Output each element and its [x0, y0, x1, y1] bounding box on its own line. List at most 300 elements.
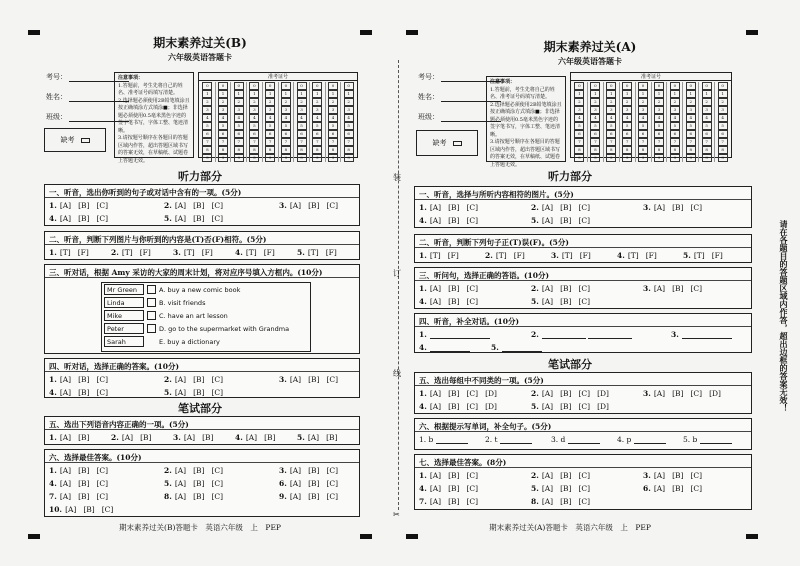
- id-digit-bubble[interactable]: 3: [590, 106, 600, 114]
- bubble-b[interactable]: [B]: [672, 284, 684, 293]
- bubble-a[interactable]: [A]: [429, 484, 442, 493]
- bubble-c[interactable]: [C]: [211, 388, 224, 397]
- id-digit-bubble[interactable]: 5: [218, 122, 228, 130]
- id-digit-bubble[interactable]: 8: [718, 146, 728, 154]
- bubble-t[interactable]: [T]: [495, 251, 507, 260]
- id-digit-bubble[interactable]: 5: [312, 122, 322, 130]
- id-digit-bubble[interactable]: 2: [281, 98, 291, 106]
- id-digit-bubble[interactable]: 6: [590, 130, 600, 138]
- id-digit-bubble[interactable]: 1: [574, 90, 584, 98]
- id-digit-bubble[interactable]: 9: [202, 154, 212, 162]
- id-digit-bubble[interactable]: 6: [638, 130, 648, 138]
- blank-line[interactable]: [430, 344, 470, 352]
- bubble-b[interactable]: [B]: [193, 479, 205, 488]
- bubble-a[interactable]: [A]: [174, 214, 187, 223]
- id-digit-bubble[interactable]: 3: [670, 106, 680, 114]
- id-digit-bubble[interactable]: 3: [312, 106, 322, 114]
- bubble-c[interactable]: [C]: [578, 389, 591, 398]
- id-digit-bubble[interactable]: 5: [234, 122, 244, 130]
- id-digit-bubble[interactable]: 4: [702, 114, 712, 122]
- bubble-b[interactable]: [B]: [560, 389, 572, 398]
- blank-line[interactable]: [700, 436, 732, 444]
- bubble-c[interactable]: [C]: [101, 505, 114, 514]
- id-digit-bubble[interactable]: 8: [234, 146, 244, 154]
- id-digit-bubble[interactable]: 2: [702, 98, 712, 106]
- id-digit-bubble[interactable]: 6: [328, 130, 338, 138]
- bubble-a[interactable]: [A]: [653, 203, 666, 212]
- bubble-c[interactable]: [C]: [578, 203, 591, 212]
- id-digit-bubble[interactable]: 8: [622, 146, 632, 154]
- bubble-b[interactable]: [B]: [193, 201, 205, 210]
- bubble-c[interactable]: [C]: [466, 484, 479, 493]
- bubble-b[interactable]: [B]: [193, 492, 205, 501]
- id-digit-bubble[interactable]: 4: [265, 114, 275, 122]
- id-digit-bubble[interactable]: 1: [702, 90, 712, 98]
- bubble-a[interactable]: [A]: [174, 201, 187, 210]
- id-digit-bubble[interactable]: 1: [312, 90, 322, 98]
- bubble-f[interactable]: [F]: [645, 251, 657, 260]
- bubble-b[interactable]: [B]: [78, 433, 90, 442]
- id-digit-bubble[interactable]: 0: [234, 82, 244, 90]
- id-digit-bubble[interactable]: 5: [574, 122, 584, 130]
- id-digit-bubble[interactable]: 1: [606, 90, 616, 98]
- blank-line[interactable]: [634, 436, 666, 444]
- bubble-c[interactable]: [C]: [578, 284, 591, 293]
- bubble-b[interactable]: [B]: [672, 203, 684, 212]
- id-digit-bubble[interactable]: 5: [344, 122, 354, 130]
- id-digit-bubble[interactable]: 4: [670, 114, 680, 122]
- id-digit-bubble[interactable]: 4: [718, 114, 728, 122]
- id-digit-bubble[interactable]: 5: [686, 122, 696, 130]
- id-digit-bubble[interactable]: 3: [249, 106, 259, 114]
- bubble-a[interactable]: [A]: [59, 479, 72, 488]
- id-digit-bubble[interactable]: 7: [670, 138, 680, 146]
- id-digit-bubble[interactable]: 7: [686, 138, 696, 146]
- bubble-a[interactable]: [A]: [429, 402, 442, 411]
- id-digit-bubble[interactable]: 8: [281, 146, 291, 154]
- bubble-b[interactable]: [B]: [448, 284, 460, 293]
- id-digit-bubble[interactable]: 7: [344, 138, 354, 146]
- bubble-t[interactable]: [T]: [59, 248, 71, 257]
- id-digit-bubble[interactable]: 4: [249, 114, 259, 122]
- id-digit-bubble[interactable]: 3: [202, 106, 212, 114]
- id-digit-bubble[interactable]: 8: [328, 146, 338, 154]
- bubble-c[interactable]: [C]: [466, 389, 479, 398]
- bubble-a[interactable]: [A]: [59, 375, 72, 384]
- bubble-b[interactable]: [B]: [78, 375, 90, 384]
- id-digit-bubble[interactable]: 4: [590, 114, 600, 122]
- id-digit-bubble[interactable]: 5: [718, 122, 728, 130]
- id-digit-bubble[interactable]: 0: [590, 82, 600, 90]
- bubble-b[interactable]: [B]: [193, 388, 205, 397]
- id-digit-bubble[interactable]: 1: [638, 90, 648, 98]
- bubble-b[interactable]: [B]: [264, 433, 276, 442]
- id-digit-bubble[interactable]: 0: [670, 82, 680, 90]
- id-digit-bubble[interactable]: 9: [297, 154, 307, 162]
- bubble-t[interactable]: [T]: [307, 248, 319, 257]
- blank-line[interactable]: [502, 344, 542, 352]
- id-digit-bubble[interactable]: 0: [606, 82, 616, 90]
- id-digit-bubble[interactable]: 4: [312, 114, 322, 122]
- bubble-b[interactable]: [B]: [308, 492, 320, 501]
- bubble-b[interactable]: [B]: [560, 216, 572, 225]
- bubble-b[interactable]: [B]: [140, 433, 152, 442]
- bubble-c[interactable]: [C]: [96, 388, 109, 397]
- bubble-a[interactable]: [A]: [429, 297, 442, 306]
- bubble-t[interactable]: [T]: [121, 248, 133, 257]
- id-digit-bubble[interactable]: 6: [297, 130, 307, 138]
- bubble-b[interactable]: [B]: [560, 484, 572, 493]
- id-digit-bubble[interactable]: 7: [638, 138, 648, 146]
- id-digit-bubble[interactable]: 3: [638, 106, 648, 114]
- absent-checkbox[interactable]: [81, 138, 90, 143]
- bubble-d[interactable]: [D]: [485, 389, 497, 398]
- id-digit-bubble[interactable]: 9: [606, 154, 616, 162]
- id-digit-bubble[interactable]: 5: [328, 122, 338, 130]
- id-digit-bubble[interactable]: 3: [297, 106, 307, 114]
- id-digit-bubble[interactable]: 8: [265, 146, 275, 154]
- id-digit-bubble[interactable]: 1: [218, 90, 228, 98]
- id-digit-bubble[interactable]: 8: [249, 146, 259, 154]
- id-digit-bubble[interactable]: 0: [312, 82, 322, 90]
- bubble-a[interactable]: [A]: [289, 466, 302, 475]
- bubble-b[interactable]: [B]: [202, 433, 214, 442]
- bubble-f[interactable]: [F]: [447, 251, 459, 260]
- bubble-c[interactable]: [C]: [466, 216, 479, 225]
- id-digit-bubble[interactable]: 8: [606, 146, 616, 154]
- bubble-a[interactable]: [A]: [541, 297, 554, 306]
- id-digit-bubble[interactable]: 2: [202, 98, 212, 106]
- id-digit-bubble[interactable]: 9: [344, 154, 354, 162]
- bubble-b[interactable]: [B]: [78, 201, 90, 210]
- bubble-c[interactable]: [C]: [96, 466, 109, 475]
- bubble-b[interactable]: [B]: [448, 389, 460, 398]
- id-digit-bubble[interactable]: 7: [281, 138, 291, 146]
- id-digit-bubble[interactable]: 2: [312, 98, 322, 106]
- bubble-a[interactable]: [A]: [59, 214, 72, 223]
- id-digit-bubble[interactable]: 8: [312, 146, 322, 154]
- bubble-a[interactable]: [A]: [289, 375, 302, 384]
- id-digit-bubble[interactable]: 9: [249, 154, 259, 162]
- id-digit-bubble[interactable]: 2: [622, 98, 632, 106]
- bubble-c[interactable]: [C]: [578, 471, 591, 480]
- absent-checkbox[interactable]: [453, 141, 462, 146]
- id-digit-bubble[interactable]: 0: [686, 82, 696, 90]
- candidate-id-grid[interactable]: [198, 72, 358, 158]
- bubble-c[interactable]: [C]: [578, 297, 591, 306]
- bubble-c[interactable]: [C]: [690, 203, 703, 212]
- bubble-c[interactable]: [C]: [466, 297, 479, 306]
- id-digit-bubble[interactable]: 3: [574, 106, 584, 114]
- bubble-b[interactable]: [B]: [560, 297, 572, 306]
- id-digit-bubble[interactable]: 8: [654, 146, 664, 154]
- bubble-b[interactable]: [B]: [448, 402, 460, 411]
- bubble-f[interactable]: [F]: [325, 248, 337, 257]
- id-digit-bubble[interactable]: 3: [622, 106, 632, 114]
- blank-line[interactable]: [542, 331, 586, 339]
- bubble-c[interactable]: [C]: [578, 484, 591, 493]
- id-digit-bubble[interactable]: 1: [654, 90, 664, 98]
- id-digit-bubble[interactable]: 7: [328, 138, 338, 146]
- bubble-t[interactable]: [T]: [429, 251, 441, 260]
- id-digit-bubble[interactable]: 3: [265, 106, 275, 114]
- id-digit-bubble[interactable]: 6: [234, 130, 244, 138]
- bubble-c[interactable]: [C]: [326, 201, 339, 210]
- bubble-a[interactable]: [A]: [289, 479, 302, 488]
- id-digit-bubble[interactable]: 0: [574, 82, 584, 90]
- id-digit-bubble[interactable]: 0: [281, 82, 291, 90]
- id-digit-bubble[interactable]: 2: [249, 98, 259, 106]
- bubble-d[interactable]: [D]: [485, 402, 497, 411]
- id-digit-bubble[interactable]: 7: [249, 138, 259, 146]
- id-digit-bubble[interactable]: 7: [590, 138, 600, 146]
- bubble-c[interactable]: [C]: [578, 216, 591, 225]
- id-digit-bubble[interactable]: 2: [718, 98, 728, 106]
- bubble-c[interactable]: [C]: [326, 375, 339, 384]
- bubble-a[interactable]: [A]: [174, 375, 187, 384]
- id-digit-bubble[interactable]: 4: [574, 114, 584, 122]
- bubble-b[interactable]: [B]: [448, 216, 460, 225]
- bubble-c[interactable]: [C]: [466, 402, 479, 411]
- bubble-a[interactable]: [A]: [307, 433, 320, 442]
- bubble-b[interactable]: [B]: [448, 497, 460, 506]
- id-digit-bubble[interactable]: 3: [328, 106, 338, 114]
- bubble-d[interactable]: [D]: [709, 389, 721, 398]
- id-digit-bubble[interactable]: 9: [622, 154, 632, 162]
- bubble-c[interactable]: [C]: [211, 466, 224, 475]
- bubble-b[interactable]: [B]: [448, 471, 460, 480]
- bubble-d[interactable]: [D]: [597, 389, 609, 398]
- id-digit-bubble[interactable]: 1: [590, 90, 600, 98]
- id-digit-bubble[interactable]: 3: [718, 106, 728, 114]
- id-digit-bubble[interactable]: 1: [686, 90, 696, 98]
- id-digit-bubble[interactable]: 6: [574, 130, 584, 138]
- id-digit-bubble[interactable]: 3: [686, 106, 696, 114]
- id-digit-bubble[interactable]: 1: [622, 90, 632, 98]
- bubble-c[interactable]: [C]: [466, 284, 479, 293]
- bubble-a[interactable]: [A]: [174, 388, 187, 397]
- bubble-b[interactable]: [B]: [448, 484, 460, 493]
- id-digit-bubble[interactable]: 5: [670, 122, 680, 130]
- bubble-a[interactable]: [A]: [59, 433, 72, 442]
- bubble-f[interactable]: [F]: [77, 248, 89, 257]
- id-digit-bubble[interactable]: 8: [670, 146, 680, 154]
- bubble-f[interactable]: [F]: [579, 251, 591, 260]
- bubble-b[interactable]: [B]: [193, 214, 205, 223]
- bubble-a[interactable]: [A]: [429, 471, 442, 480]
- bubble-a[interactable]: [A]: [289, 201, 302, 210]
- id-digit-bubble[interactable]: 9: [312, 154, 322, 162]
- bubble-a[interactable]: [A]: [541, 216, 554, 225]
- id-digit-bubble[interactable]: 4: [686, 114, 696, 122]
- id-digit-bubble[interactable]: 5: [590, 122, 600, 130]
- id-digit-bubble[interactable]: 5: [202, 122, 212, 130]
- id-digit-bubble[interactable]: 8: [638, 146, 648, 154]
- bubble-b[interactable]: [B]: [448, 203, 460, 212]
- id-digit-bubble[interactable]: 1: [234, 90, 244, 98]
- id-digit-bubble[interactable]: 8: [702, 146, 712, 154]
- id-digit-bubble[interactable]: 4: [344, 114, 354, 122]
- bubble-a[interactable]: [A]: [174, 492, 187, 501]
- blank-line[interactable]: [436, 436, 468, 444]
- id-digit-bubble[interactable]: 5: [606, 122, 616, 130]
- bubble-b[interactable]: [B]: [308, 466, 320, 475]
- bubble-a[interactable]: [A]: [541, 497, 554, 506]
- bubble-f[interactable]: [F]: [513, 251, 525, 260]
- id-digit-bubble[interactable]: 3: [654, 106, 664, 114]
- bubble-c[interactable]: [C]: [690, 284, 703, 293]
- bubble-c[interactable]: [C]: [96, 479, 109, 488]
- bubble-b[interactable]: [B]: [560, 402, 572, 411]
- id-digit-bubble[interactable]: 2: [606, 98, 616, 106]
- id-digit-bubble[interactable]: 7: [265, 138, 275, 146]
- id-digit-bubble[interactable]: 6: [281, 130, 291, 138]
- id-digit-bubble[interactable]: 9: [218, 154, 228, 162]
- id-bubbles[interactable]: [571, 81, 731, 163]
- id-digit-bubble[interactable]: 7: [234, 138, 244, 146]
- bubble-a[interactable]: [A]: [65, 505, 77, 514]
- id-digit-bubble[interactable]: 0: [218, 82, 228, 90]
- id-digit-bubble[interactable]: 9: [328, 154, 338, 162]
- id-digit-bubble[interactable]: 0: [622, 82, 632, 90]
- id-digit-bubble[interactable]: 4: [202, 114, 212, 122]
- bubble-b[interactable]: [B]: [193, 375, 205, 384]
- bubble-b[interactable]: [B]: [78, 479, 90, 488]
- match-answer-box[interactable]: [147, 324, 156, 333]
- bubble-c[interactable]: [C]: [578, 497, 591, 506]
- bubble-b[interactable]: [B]: [326, 433, 338, 442]
- bubble-b[interactable]: [B]: [78, 388, 90, 397]
- id-digit-bubble[interactable]: 6: [202, 130, 212, 138]
- id-digit-bubble[interactable]: 4: [234, 114, 244, 122]
- id-digit-bubble[interactable]: 2: [654, 98, 664, 106]
- id-digit-bubble[interactable]: 9: [638, 154, 648, 162]
- bubble-t[interactable]: [T]: [245, 248, 257, 257]
- bubble-a[interactable]: [A]: [429, 216, 442, 225]
- id-digit-bubble[interactable]: 0: [202, 82, 212, 90]
- bubble-a[interactable]: [A]: [653, 484, 666, 493]
- id-digit-bubble[interactable]: 6: [218, 130, 228, 138]
- bubble-f[interactable]: [F]: [263, 248, 275, 257]
- id-digit-bubble[interactable]: 9: [574, 154, 584, 162]
- id-digit-bubble[interactable]: 5: [265, 122, 275, 130]
- id-digit-bubble[interactable]: 9: [670, 154, 680, 162]
- id-digit-bubble[interactable]: 5: [281, 122, 291, 130]
- bubble-b[interactable]: [B]: [560, 284, 572, 293]
- bubble-c[interactable]: [C]: [466, 471, 479, 480]
- id-digit-bubble[interactable]: 6: [702, 130, 712, 138]
- id-digit-bubble[interactable]: 5: [249, 122, 259, 130]
- bubble-c[interactable]: [C]: [466, 203, 479, 212]
- id-digit-bubble[interactable]: 3: [702, 106, 712, 114]
- id-digit-bubble[interactable]: 6: [606, 130, 616, 138]
- bubble-t[interactable]: [T]: [627, 251, 639, 260]
- bubble-b[interactable]: [B]: [78, 214, 90, 223]
- id-digit-bubble[interactable]: 9: [281, 154, 291, 162]
- bubble-b[interactable]: [B]: [560, 203, 572, 212]
- id-digit-bubble[interactable]: 7: [218, 138, 228, 146]
- bubble-a[interactable]: [A]: [541, 389, 554, 398]
- bubble-b[interactable]: [B]: [672, 389, 684, 398]
- id-digit-bubble[interactable]: 6: [312, 130, 322, 138]
- id-digit-bubble[interactable]: 2: [234, 98, 244, 106]
- id-digit-bubble[interactable]: 0: [638, 82, 648, 90]
- bubble-a[interactable]: [A]: [541, 484, 554, 493]
- id-digit-bubble[interactable]: 3: [281, 106, 291, 114]
- id-digit-bubble[interactable]: 0: [249, 82, 259, 90]
- bubble-a[interactable]: [A]: [653, 389, 666, 398]
- id-digit-bubble[interactable]: 2: [218, 98, 228, 106]
- bubble-c[interactable]: [C]: [211, 201, 224, 210]
- bubble-t[interactable]: [T]: [693, 251, 705, 260]
- bubble-a[interactable]: [A]: [245, 433, 258, 442]
- id-digit-bubble[interactable]: 9: [265, 154, 275, 162]
- bubble-b[interactable]: [B]: [78, 466, 90, 475]
- absent-box[interactable]: [416, 130, 478, 156]
- id-digit-bubble[interactable]: 9: [686, 154, 696, 162]
- bubble-a[interactable]: [A]: [653, 471, 666, 480]
- id-digit-bubble[interactable]: 2: [574, 98, 584, 106]
- bubble-c[interactable]: [C]: [211, 214, 224, 223]
- bubble-b[interactable]: [B]: [672, 484, 684, 493]
- bubble-a[interactable]: [A]: [429, 389, 442, 398]
- id-digit-bubble[interactable]: 2: [344, 98, 354, 106]
- id-digit-bubble[interactable]: 4: [606, 114, 616, 122]
- id-digit-bubble[interactable]: 8: [297, 146, 307, 154]
- bubble-a[interactable]: [A]: [174, 466, 187, 475]
- bubble-c[interactable]: [C]: [466, 497, 479, 506]
- id-digit-bubble[interactable]: 7: [312, 138, 322, 146]
- bubble-c[interactable]: [C]: [96, 201, 109, 210]
- bubble-c[interactable]: [C]: [326, 479, 339, 488]
- bubble-f[interactable]: [F]: [711, 251, 723, 260]
- id-digit-bubble[interactable]: 4: [654, 114, 664, 122]
- bubble-b[interactable]: [B]: [560, 471, 572, 480]
- id-digit-bubble[interactable]: 4: [218, 114, 228, 122]
- blank-line[interactable]: [568, 436, 600, 444]
- id-digit-bubble[interactable]: 8: [590, 146, 600, 154]
- blank-line[interactable]: [588, 331, 632, 339]
- blank-line[interactable]: [430, 331, 490, 339]
- id-digit-bubble[interactable]: 0: [265, 82, 275, 90]
- id-digit-bubble[interactable]: 1: [670, 90, 680, 98]
- bubble-c[interactable]: [C]: [211, 479, 224, 488]
- id-digit-bubble[interactable]: 4: [281, 114, 291, 122]
- bubble-a[interactable]: [A]: [653, 284, 666, 293]
- id-digit-bubble[interactable]: 4: [297, 114, 307, 122]
- bubble-b[interactable]: [B]: [560, 497, 572, 506]
- id-digit-bubble[interactable]: 9: [718, 154, 728, 162]
- bubble-a[interactable]: [A]: [183, 433, 196, 442]
- bubble-c[interactable]: [C]: [96, 375, 109, 384]
- bubble-f[interactable]: [F]: [139, 248, 151, 257]
- bubble-a[interactable]: [A]: [429, 203, 442, 212]
- bubble-b[interactable]: [B]: [83, 505, 95, 514]
- bubble-a[interactable]: [A]: [541, 471, 554, 480]
- bubble-a[interactable]: [A]: [541, 203, 554, 212]
- id-digit-bubble[interactable]: 7: [297, 138, 307, 146]
- id-digit-bubble[interactable]: 1: [265, 90, 275, 98]
- bubble-b[interactable]: [B]: [193, 466, 205, 475]
- bubble-c[interactable]: [C]: [211, 375, 224, 384]
- id-digit-bubble[interactable]: 2: [670, 98, 680, 106]
- bubble-f[interactable]: [F]: [201, 248, 213, 257]
- id-digit-bubble[interactable]: 6: [718, 130, 728, 138]
- id-digit-bubble[interactable]: 3: [218, 106, 228, 114]
- bubble-c[interactable]: [C]: [326, 492, 339, 501]
- id-digit-bubble[interactable]: 9: [654, 154, 664, 162]
- match-answer-box[interactable]: [147, 298, 156, 307]
